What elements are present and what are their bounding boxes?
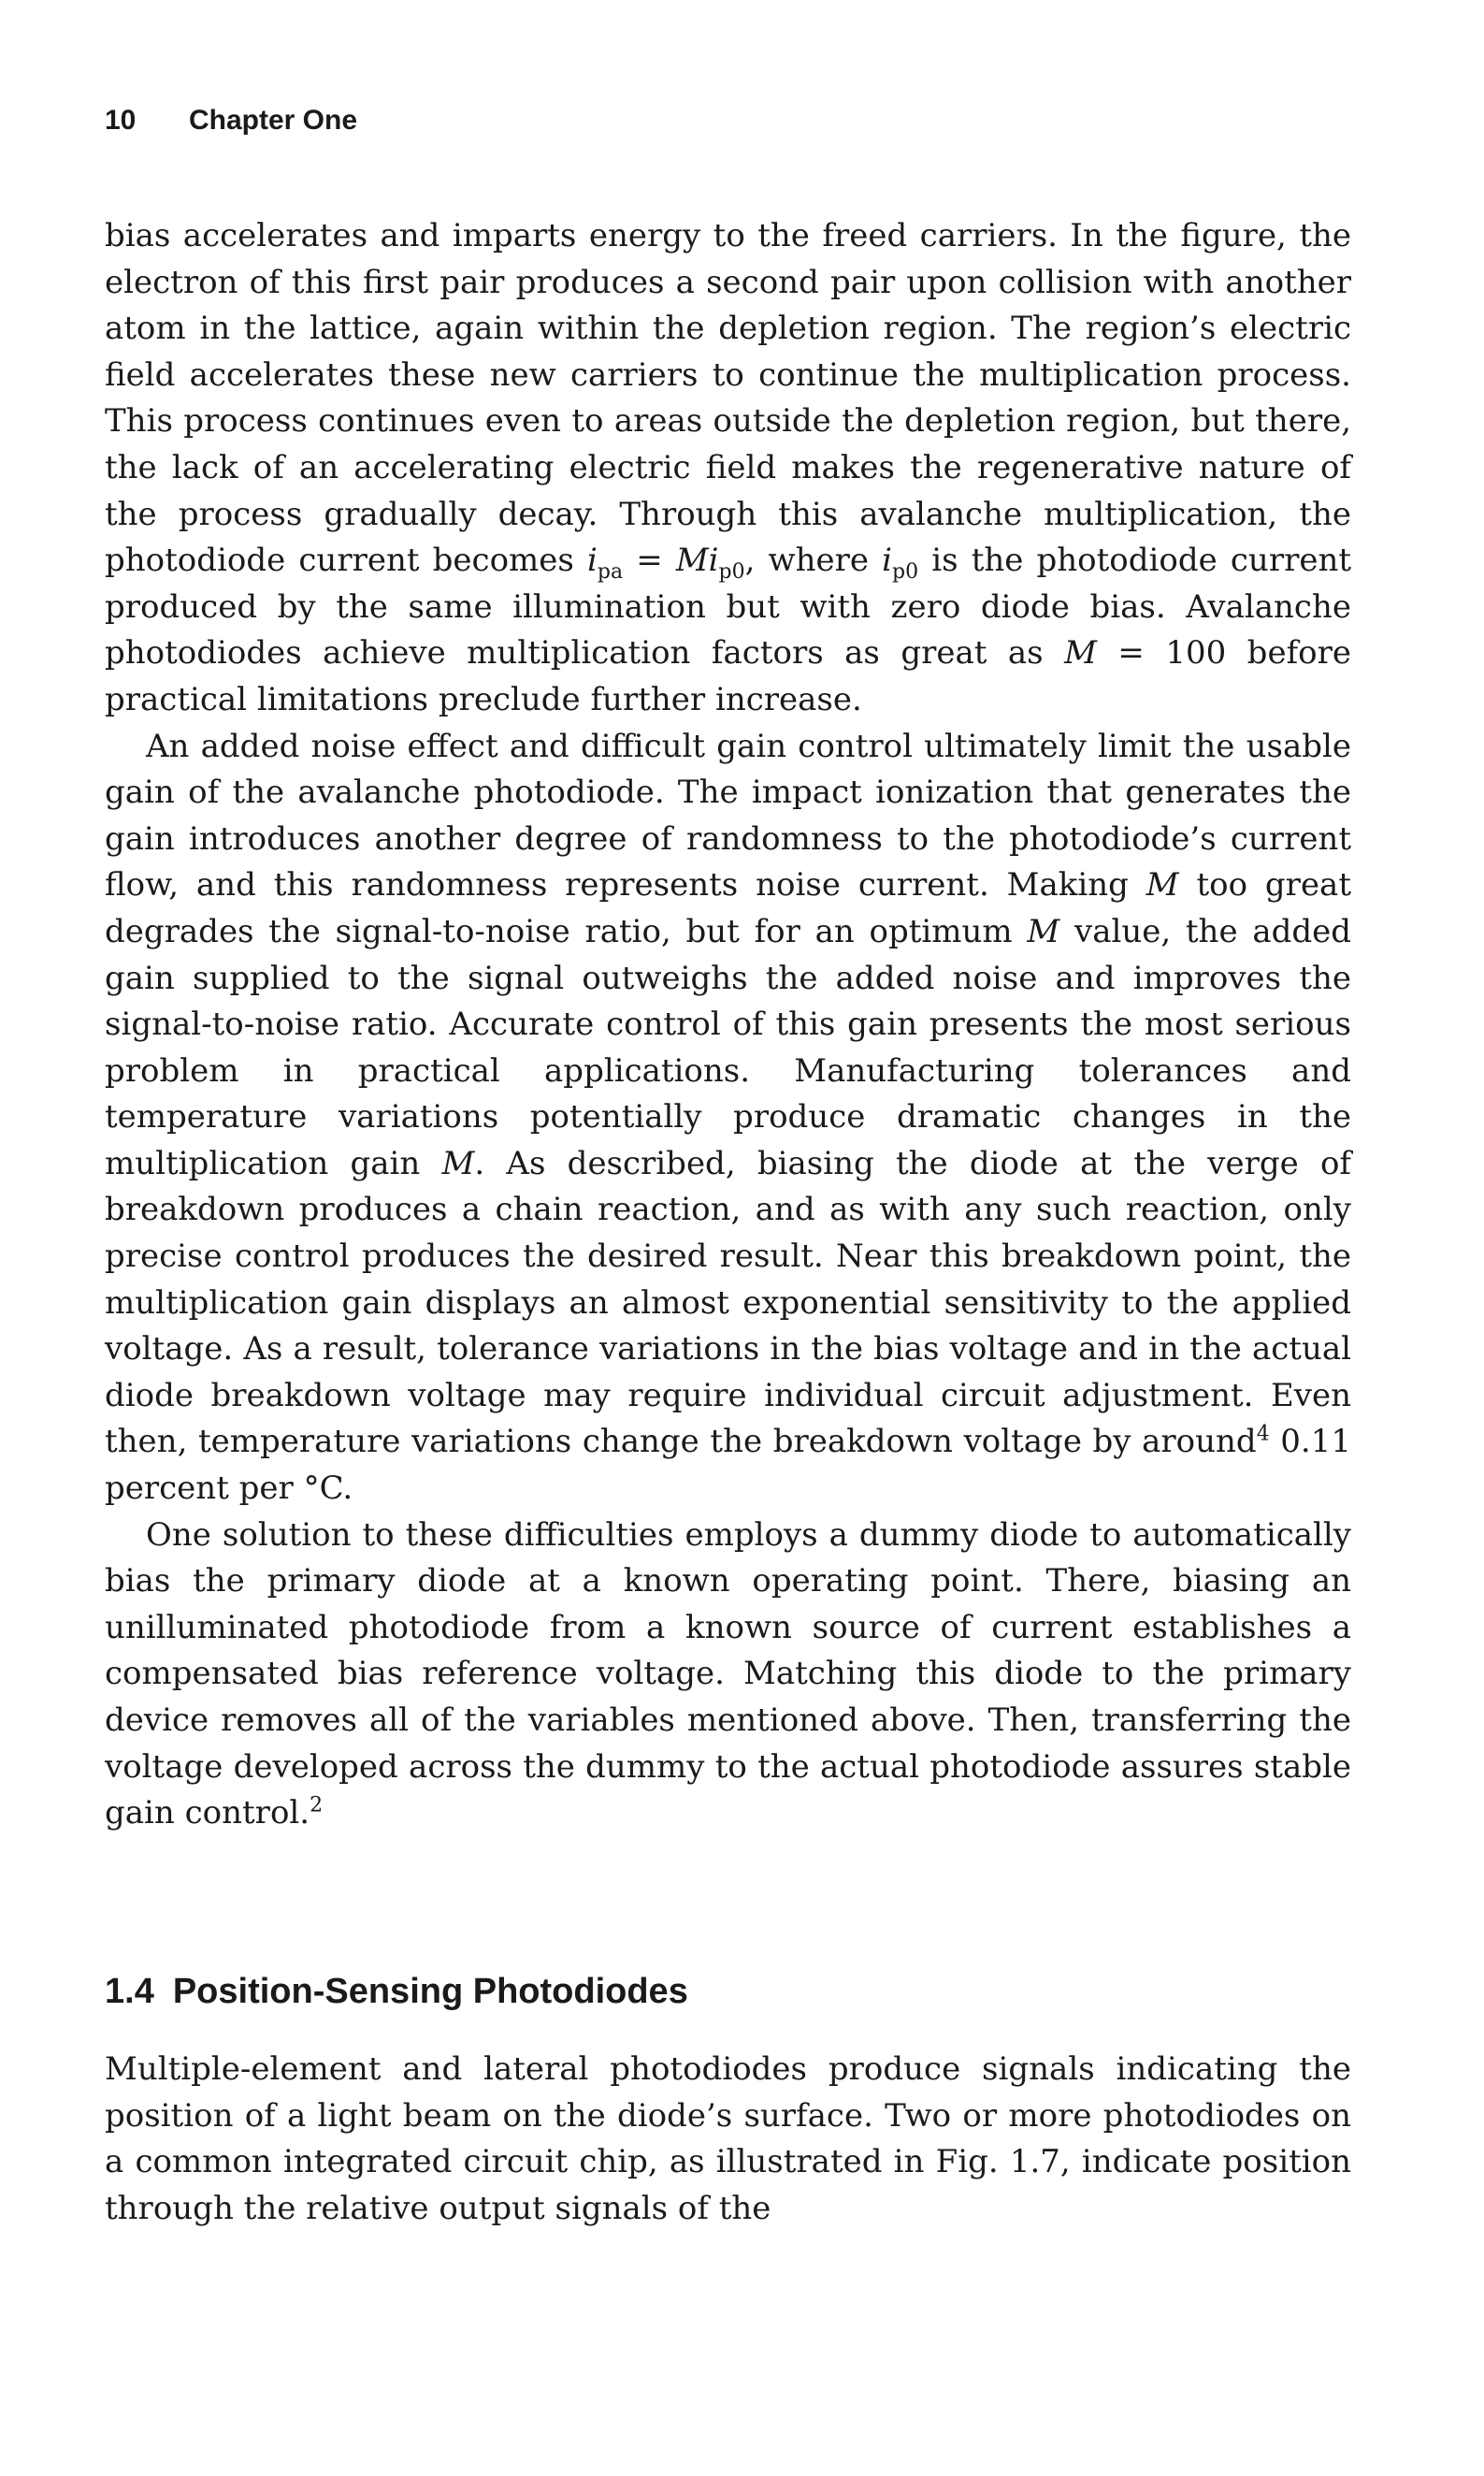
page-number: 10: [105, 105, 137, 136]
paragraph-avalanche-multiplication: bias accelerates and imparts energy to the freed carriers. In the figure, the electron of this first pair produces a second pair upon collision with another atom in the lattice, again within the depletion region. The region’s electric field accelerates these new carriers to continue the multiplication process. This process continues even to areas outside the depletion region, but there, the lack of an accelerating electric field makes the regenerative nature of the process gradually decay. Through this avalanche multiplication, the photodiode current becomes $i_{pa} = Mi_{p0}$, where $i_{p0}$ is the photodiode current produced by the same illumination but with zero diode bias. Avalanche photodiodes achieve multiplication factors as great as M = 100 before practical limitations preclude further increase.: [105, 217, 1352, 718]
section-title: Position-Sensing Photodiodes: [172, 1972, 688, 2011]
running-header: [105, 105, 357, 137]
section-heading: [105, 1972, 688, 2012]
paragraph-position-sensing: Multiple-element and lateral photodiodes produce signals indicating the position of a light beam on the diode’s surface. Two or more photodiodes on a common integrated circuit chip, as illustrated in Fig. 1.7, indicate position through the relative output signals of the: [105, 2050, 1351, 2227]
paragraph-noise-gain-control: An added noise effect and difficult gain control ultimately limit the usable gain of the avalanche photodiode. The impact ionization that generates the gain introduces another degree of randomness to the photodiode’s current flow, and this randomness represents noise current. Making M too great degrades the signal-to-noise ratio, but for an optimum M value, the added gain supplied to the signal outweighs the added noise and improves the signal-to-noise ratio. Accurate control of this gain presents the most serious problem in practical applications. Manufacturing tolerances and temperature variations potentially produce dramatic changes in the multiplication gain M. As described, biasing the diode at the verge of breakdown produces a chain reaction, and as with any such reaction, only precise control produces the desired result. Near this breakdown point, the multiplication gain displays an almost exponential sensitivity to the applied voltage. As a result, tolerance variations in the bias voltage and in the actual diode breakdown voltage may require individual circuit adjustment. Even then, temperature variations change the breakdown voltage by around$^4$ 0.11 percent per °C.: [105, 727, 1352, 1508]
main-text-block: [105, 213, 1351, 1837]
section-text-block: [105, 2047, 1351, 2232]
section-number: 1.4: [105, 1972, 154, 2011]
paragraph-dummy-diode: One solution to these difficulties employs a dummy diode to automatically bias the primary diode at a known operating point. There, biasing an unilluminated photodiode from a known source of current establishes a compensated bias reference voltage. Matching this diode to the primary device removes all of the variables mentioned above. Then, transferring the voltage developed across the dummy to the actual photodiode assures stable gain control.$^2$: [105, 1515, 1351, 1832]
chapter-title: Chapter One: [189, 105, 358, 136]
